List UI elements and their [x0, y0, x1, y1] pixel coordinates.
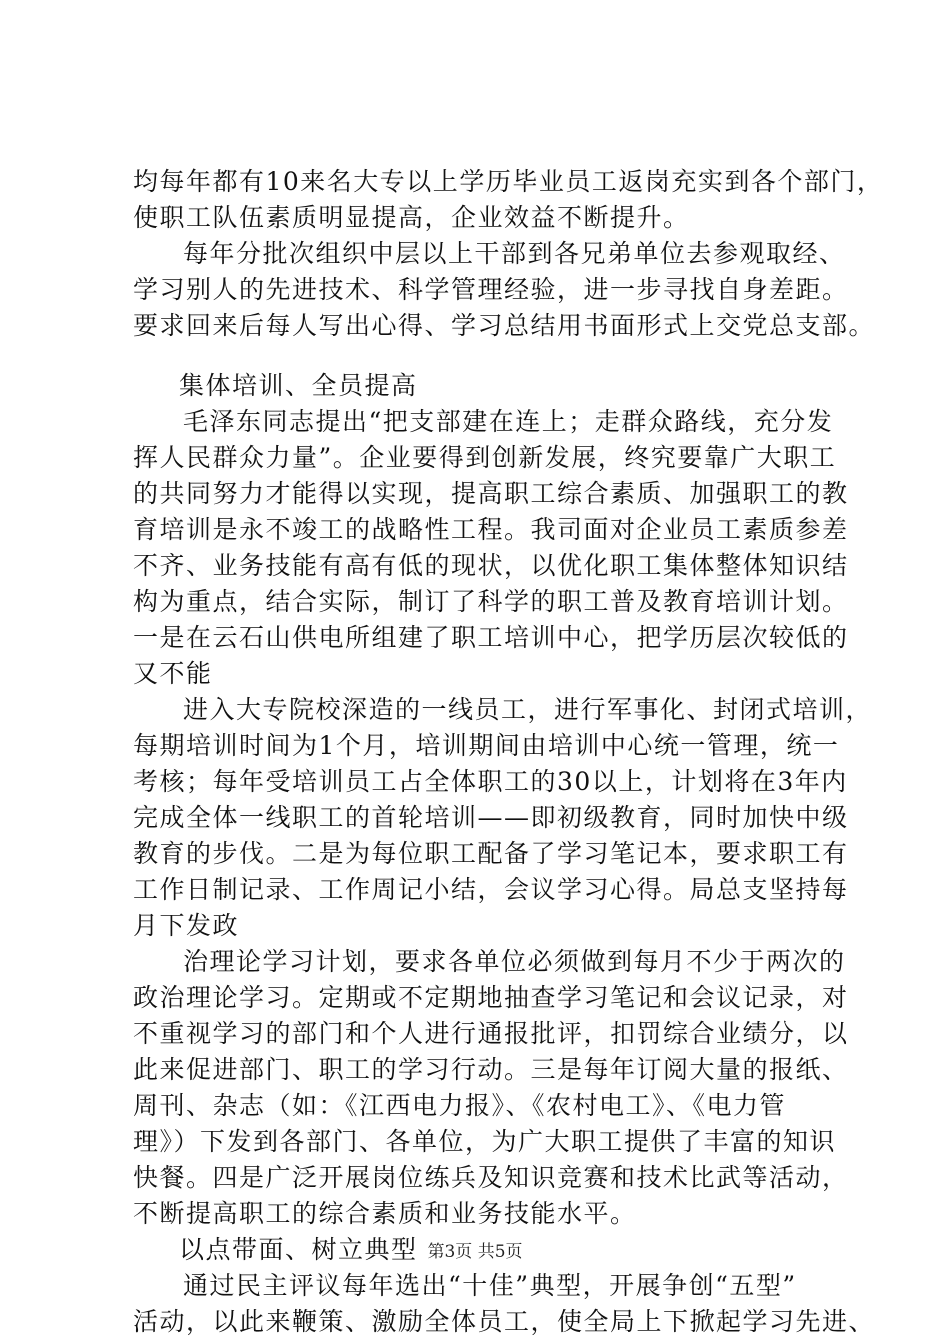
body-line: 不重视学习的部门和个人进行通报批评，扣罚综合业绩分，以	[133, 1019, 849, 1048]
body-line: 挥人民群众力量”。企业要得到创新发展，终究要靠广大职工	[133, 443, 837, 472]
page-number: 第3页 共5页	[427, 1242, 523, 1262]
document-body	[133, 164, 884, 1340]
body-line: 周刊、杂志（如：《江西电力报》、《农村电工》、《电力管	[133, 1091, 787, 1120]
paragraph-start-line: 治理论学习计划，要求各单位必须做到每月不少于两次的	[183, 947, 846, 976]
body-line: 政治理论学习。定期或不定期地抽查学习笔记和会议记录，对	[133, 983, 849, 1012]
body-line: 活动，以此来鞭策、激励全体员工，使全局上下掀起学习先进、	[133, 1307, 876, 1336]
body-line: 一是在云石山供电所组建了职工培训中心，把学历层次较低的	[133, 623, 849, 652]
body-line: 构为重点，结合实际，制订了科学的职工普及教育培训计划。	[133, 587, 849, 616]
body-line: 理》）下发到各部门、各单位，为广大职工提供了丰富的知识	[133, 1127, 837, 1156]
section-heading: 以点带面、树立典型	[179, 1235, 418, 1264]
body-line: 考核；每年受培训员工占全体职工的30以上，计划将在3年内	[133, 767, 848, 796]
paragraph-gap	[133, 344, 833, 368]
paragraph-start-line: 毛泽东同志提出“把支部建在连上；走群众路线，充分发	[183, 407, 834, 436]
body-line: 此来促进部门、职工的学习行动。三是每年订阅大量的报纸、	[133, 1055, 849, 1084]
paragraph-start-line: 每年分批次组织中层以上干部到各兄弟单位去参观取经、	[183, 239, 846, 268]
body-line: 不齐、业务技能有高有低的现状，以优化职工集体整体知识结	[133, 551, 849, 580]
paragraph-start-line: 进入大专院校深造的一线员工，进行军事化、封闭式培训，	[183, 695, 873, 724]
body-line: 教育的步伐。二是为每位职工配备了学习笔记本，要求职工有	[133, 839, 849, 868]
body-line: 的共同努力才能得以实现，提高职工综合素质、加强职工的教	[133, 479, 849, 508]
paragraph-start-line: 通过民主评议每年选出“十佳”典型，开展争创“五型”	[183, 1271, 797, 1300]
body-line: 快餐。四是广泛开展岗位练兵及知识竞赛和技术比武等活动，	[133, 1163, 849, 1192]
body-line: 又不能	[133, 659, 213, 688]
body-line: 月下发政	[133, 911, 240, 940]
body-line: 均每年都有10来名大专以上学历毕业员工返岗充实到各个部门，	[133, 167, 884, 196]
body-line: 要求回来后每人写出心得、学习总结用书面形式上交党总支部。	[133, 311, 876, 340]
body-line: 工作日制记录、工作周记小结，会议学习心得。局总支坚持每	[133, 875, 849, 904]
body-line: 每期培训时间为1个月，培训期间由培训中心统一管理，统一	[133, 731, 840, 760]
body-line: 不断提高职工的综合素质和业务技能水平。	[133, 1199, 637, 1228]
body-line: 完成全体一线职工的首轮培训——即初级教育，同时加快中级	[133, 803, 849, 832]
section-heading: 集体培训、全员提高	[179, 371, 418, 400]
body-line: 使职工队伍素质明显提高，企业效益不断提升。	[133, 203, 690, 232]
body-line: 育培训是永不竣工的战略性工程。我司面对企业员工素质参差	[133, 515, 849, 544]
body-line: 学习别人的先进技术、科学管理经验，进一步寻找自身差距。	[133, 275, 849, 304]
